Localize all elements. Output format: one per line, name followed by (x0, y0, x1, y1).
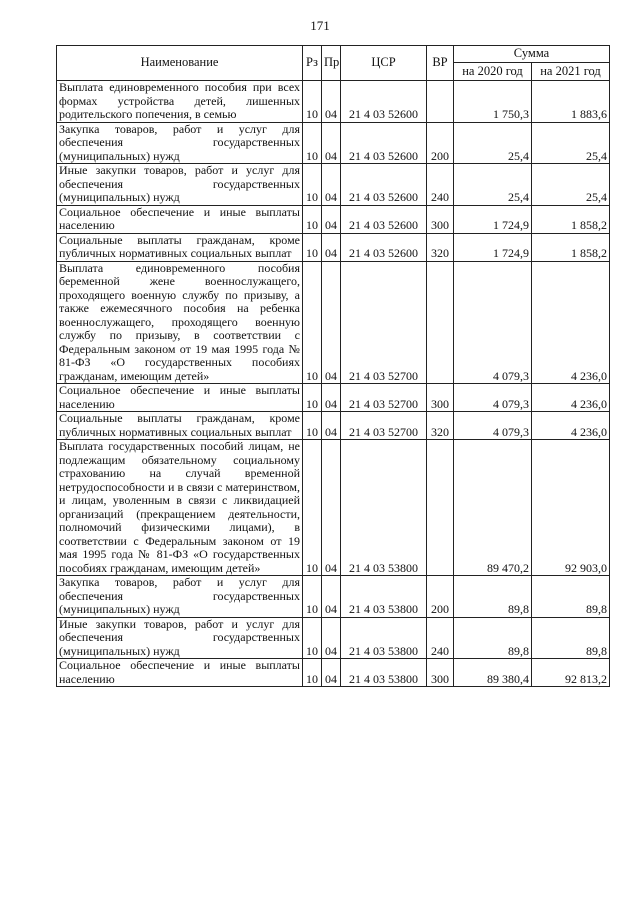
table-row (57, 384, 610, 412)
row-sum-2020: 89,8 (454, 576, 532, 618)
row-pr: 04 (322, 440, 341, 576)
row-csr: 21 4 03 53800 (341, 576, 427, 618)
row-sum-2021: 1 883,6 (532, 81, 610, 123)
row-vr: 300 (427, 384, 454, 412)
row-pr: 04 (322, 659, 341, 687)
row-vr: 320 (427, 412, 454, 440)
row-sum-2020: 25,4 (454, 164, 532, 206)
row-pr: 04 (322, 384, 341, 412)
row-name: Иные закупки товаров, работ и услуг для обеспечения государственных (муниципальных) нужд (57, 164, 303, 206)
row-csr: 21 4 03 52700 (341, 412, 427, 440)
row-vr: 200 (427, 122, 454, 164)
table-row (57, 261, 610, 384)
header-sum: Сумма (454, 46, 610, 63)
row-name: Закупка товаров, работ и услуг для обеспечения государственных (муниципальных) нужд (57, 576, 303, 618)
row-pr: 04 (322, 164, 341, 206)
table-row (57, 81, 610, 123)
header-pr: Пр (322, 46, 341, 81)
row-vr: 300 (427, 205, 454, 233)
row-sum-2021: 4 236,0 (532, 261, 610, 384)
row-sum-2021: 89,8 (532, 617, 610, 659)
row-vr (427, 261, 454, 384)
table-row (57, 617, 610, 659)
row-csr: 21 4 03 52600 (341, 233, 427, 261)
header-name: Наименование (57, 46, 303, 81)
row-vr: 300 (427, 659, 454, 687)
row-sum-2020: 1 750,3 (454, 81, 532, 123)
row-name: Социальные выплаты гражданам, кроме публичных нормативных социальных выплат (57, 233, 303, 261)
row-sum-2020: 89,8 (454, 617, 532, 659)
table-row (57, 233, 610, 261)
table-row (57, 205, 610, 233)
row-name: Социальное обеспечение и иные выплаты населению (57, 384, 303, 412)
row-rz: 10 (303, 576, 322, 618)
row-sum-2020: 1 724,9 (454, 233, 532, 261)
table-row (57, 659, 610, 687)
row-rz: 10 (303, 233, 322, 261)
row-vr: 240 (427, 617, 454, 659)
table-row (57, 412, 610, 440)
row-sum-2020: 1 724,9 (454, 205, 532, 233)
row-rz: 10 (303, 384, 322, 412)
row-pr: 04 (322, 205, 341, 233)
row-sum-2021: 25,4 (532, 122, 610, 164)
row-pr: 04 (322, 617, 341, 659)
row-sum-2020: 89 470,2 (454, 440, 532, 576)
row-name: Выплата государственных пособий лицам, не подлежащим обязательному социальному страхованию на случай временной нетрудоспособности и в связи с материнством, и лицам, уволенным в связи с ликвидацией организаций (прекращением деятельности, полномочий физическими лицами), в соответствии с Федеральным законом от 19 мая 1995 года № 81-ФЗ «О государственных пособиях гражданам, имеющим детей» (57, 440, 303, 576)
row-pr: 04 (322, 576, 341, 618)
header-year-2020: на 2020 год (454, 63, 532, 81)
page-number: 171 (310, 18, 330, 33)
row-sum-2021: 92 903,0 (532, 440, 610, 576)
row-name: Выплата единовременного пособия беременной жене военнослужащего, проходящего военную службу по призыву, а также ежемесячного пособия на ребенка военнослужащего, проходящего военную службу по призыву, в соответствии с Федеральным законом от 19 мая 1995 года № 81-ФЗ «О государственных пособиях гражданам, имеющим детей» (57, 261, 303, 384)
row-rz: 10 (303, 122, 322, 164)
row-name: Социальное обеспечение и иные выплаты населению (57, 659, 303, 687)
row-rz: 10 (303, 261, 322, 384)
row-vr (427, 81, 454, 123)
row-sum-2021: 1 858,2 (532, 205, 610, 233)
row-rz: 10 (303, 617, 322, 659)
row-sum-2020: 4 079,3 (454, 384, 532, 412)
row-vr: 240 (427, 164, 454, 206)
row-name: Закупка товаров, работ и услуг для обеспечения государственных (муниципальных) нужд (57, 122, 303, 164)
budget-table (56, 45, 610, 687)
row-csr: 21 4 03 52700 (341, 384, 427, 412)
row-vr: 320 (427, 233, 454, 261)
row-csr: 21 4 03 52600 (341, 81, 427, 123)
row-rz: 10 (303, 659, 322, 687)
header-vr: ВР (427, 46, 454, 81)
row-sum-2021: 1 858,2 (532, 233, 610, 261)
row-csr: 21 4 03 52600 (341, 164, 427, 206)
row-pr: 04 (322, 261, 341, 384)
row-rz: 10 (303, 440, 322, 576)
row-csr: 21 4 03 53800 (341, 659, 427, 687)
row-vr (427, 440, 454, 576)
row-name: Социальное обеспечение и иные выплаты населению (57, 205, 303, 233)
row-sum-2021: 25,4 (532, 164, 610, 206)
row-vr: 200 (427, 576, 454, 618)
table-body (57, 81, 610, 687)
row-pr: 04 (322, 81, 341, 123)
row-csr: 21 4 03 52700 (341, 261, 427, 384)
row-rz: 10 (303, 81, 322, 123)
row-name: Выплата единовременного пособия при всех формах устройства детей, лишенных родительского попечения, в семью (57, 81, 303, 123)
row-sum-2020: 89 380,4 (454, 659, 532, 687)
row-rz: 10 (303, 412, 322, 440)
row-rz: 10 (303, 205, 322, 233)
row-sum-2021: 89,8 (532, 576, 610, 618)
row-sum-2020: 4 079,3 (454, 412, 532, 440)
row-pr: 04 (322, 122, 341, 164)
header-year-2021: на 2021 год (532, 63, 610, 81)
row-csr: 21 4 03 53800 (341, 617, 427, 659)
row-pr: 04 (322, 412, 341, 440)
row-rz: 10 (303, 164, 322, 206)
row-csr: 21 4 03 53800 (341, 440, 427, 576)
table-row (57, 576, 610, 618)
row-csr: 21 4 03 52600 (341, 122, 427, 164)
table-row (57, 164, 610, 206)
row-sum-2020: 25,4 (454, 122, 532, 164)
header-csr: ЦСР (341, 46, 427, 81)
row-sum-2021: 92 813,2 (532, 659, 610, 687)
row-sum-2020: 4 079,3 (454, 261, 532, 384)
row-pr: 04 (322, 233, 341, 261)
row-sum-2021: 4 236,0 (532, 384, 610, 412)
row-csr: 21 4 03 52600 (341, 205, 427, 233)
row-name: Иные закупки товаров, работ и услуг для обеспечения государственных (муниципальных) нужд (57, 617, 303, 659)
table-row (57, 122, 610, 164)
row-name: Социальные выплаты гражданам, кроме публичных нормативных социальных выплат (57, 412, 303, 440)
row-sum-2021: 4 236,0 (532, 412, 610, 440)
header-rz: Рз (303, 46, 322, 81)
table-row (57, 440, 610, 576)
